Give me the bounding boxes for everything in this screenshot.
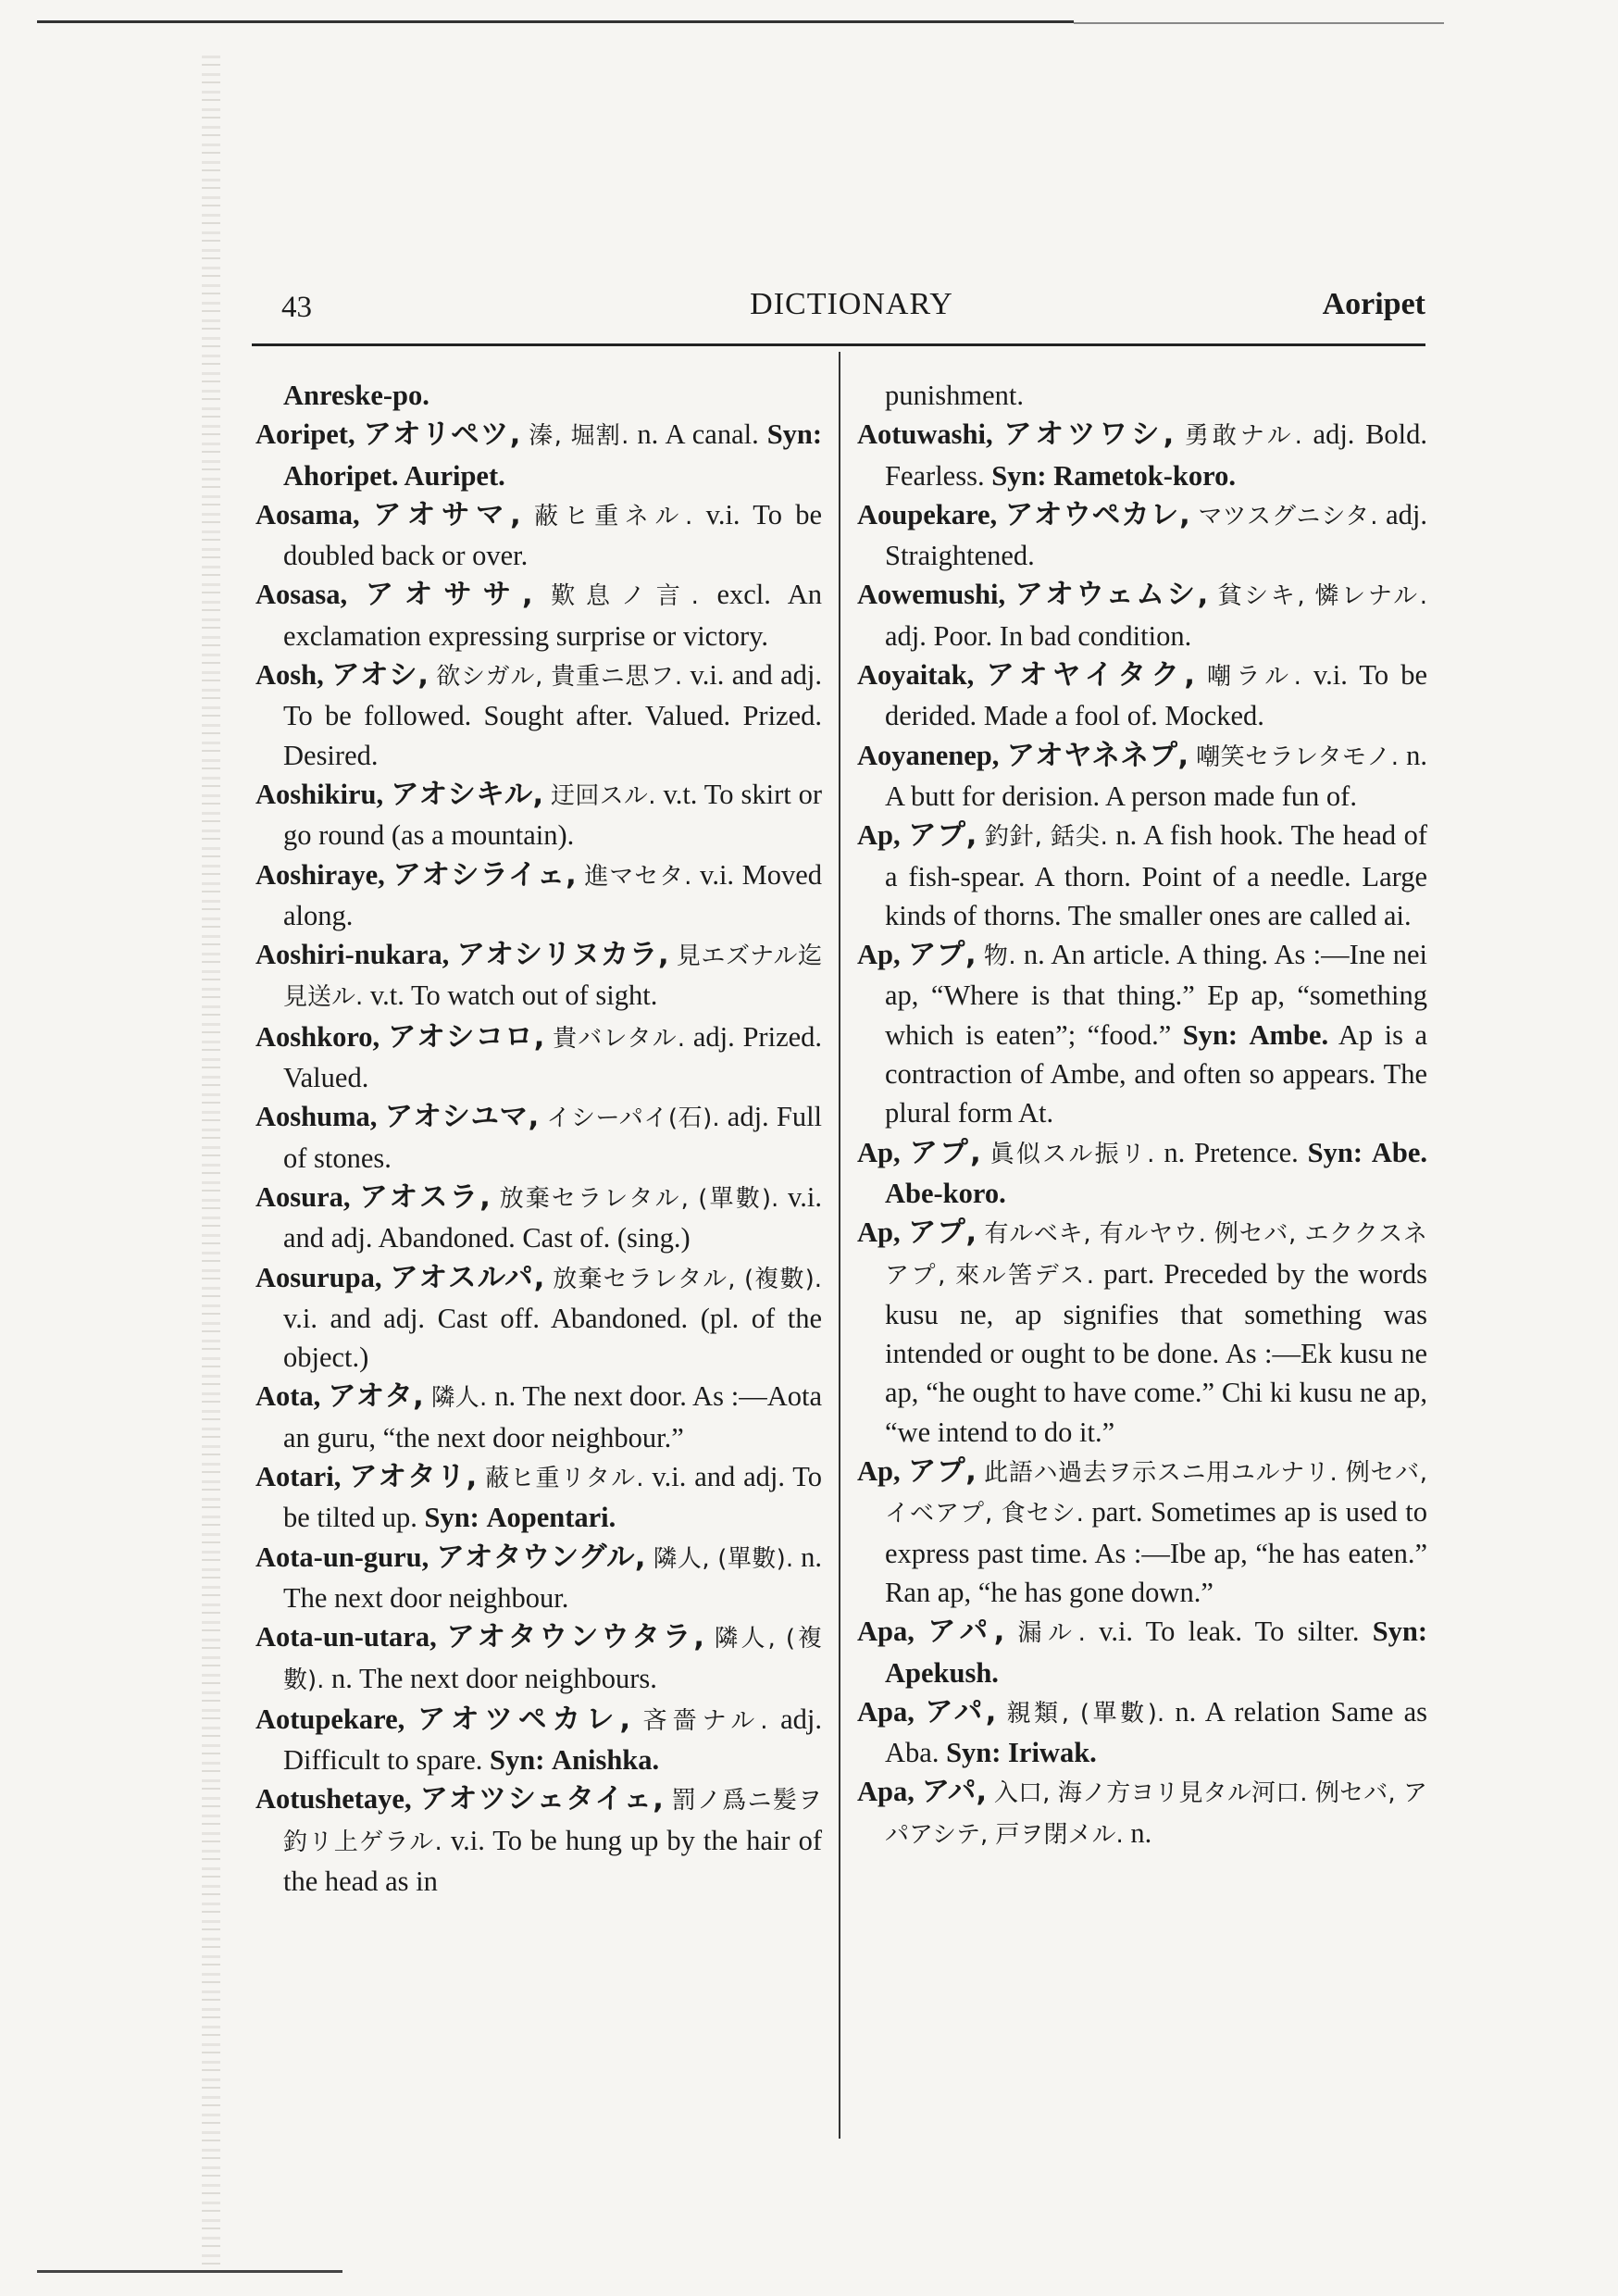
page-header — [278, 287, 1425, 333]
entry-definition: part. Preceded by the words kusu ne, ap signifies that something was intended or ought to be done. As :—Ek kusu ne ap, “he ought to have come.” Chi ki kusu ne ap, “we intend to do it.” — [885, 1257, 1427, 1448]
dictionary-entry — [857, 376, 1427, 415]
entry-headword: Aoshiraye, — [255, 858, 385, 891]
dictionary-entry — [857, 495, 1427, 576]
entry-headword: Aosama, — [255, 498, 360, 530]
entry-kanji: 貴バレタル. — [553, 1024, 686, 1053]
entry-headword: Aosh, — [255, 659, 324, 692]
entry-kana: アオウペカレ, — [1004, 498, 1190, 531]
dictionary-entry — [255, 935, 822, 1017]
entry-kanji: 勇敢ナル. — [1184, 422, 1302, 451]
entry-headword: Ap, — [857, 939, 901, 971]
entry-kana: アオシキル, — [391, 778, 544, 811]
dictionary-entry — [255, 1700, 822, 1780]
entry-kanji: 漏ル. — [1017, 1619, 1086, 1648]
entry-definition: n. A canal. — [637, 418, 759, 451]
entry-kana: アプ, — [908, 1217, 977, 1250]
entry-kanji: イシーパイ(石). — [546, 1104, 720, 1133]
dictionary-entry — [255, 415, 822, 495]
synonym-text: Aopentari. — [486, 1502, 616, 1534]
entry-kanji: 眞似スル振リ. — [989, 1140, 1155, 1168]
entry-kana: アオサマ, — [372, 498, 521, 531]
entry-headword: Aosura, — [255, 1180, 351, 1213]
page-number: 43 — [281, 291, 312, 324]
entry-kanji: 蔽ヒ重リタル. — [485, 1465, 644, 1493]
entry-definition: adj. Bold. Fearless. — [885, 418, 1428, 492]
dictionary-entry — [255, 1457, 822, 1538]
entry-kana: アオツシェタイェ, — [419, 1783, 664, 1816]
top-edge-rule-faint — [1074, 22, 1444, 24]
entry-kanji: 貧シキ, 憐レナル. — [1217, 582, 1428, 611]
entry-definition: part. Sometimes ap is used to express past time. As :—Ibe ap, “he has eaten.” Ran ap, “he has gone down.” — [885, 1496, 1428, 1608]
dictionary-entry — [857, 935, 1427, 1132]
entry-headword: Aotuwashi, — [857, 418, 993, 451]
entry-headword: Aosurupa, — [255, 1261, 382, 1293]
entry-definition: v.i. Moved along. — [283, 858, 823, 931]
entry-kanji: 有ルベキ, 有ルヤウ. 例セバ, エククスネアプ, 來ル筈デス. — [885, 1220, 1428, 1290]
entry-kana: アオタ, — [328, 1380, 424, 1414]
entry-definition: n. The next door. As :—Aota an guru, “the next door neighbour.” — [283, 1380, 823, 1454]
entry-kana: アオヤネネプ, — [1006, 739, 1189, 772]
entry-kana: アオヤイタク, — [986, 659, 1195, 693]
synonym-label: Syn: — [1182, 1018, 1238, 1051]
entry-headword: Aoshuma, — [255, 1101, 378, 1133]
synonym-text: Ambe. — [1249, 1018, 1329, 1051]
top-edge-rule — [37, 20, 1074, 23]
dictionary-entry — [857, 655, 1427, 736]
entry-kanji: 釣針, 銛尖. — [984, 823, 1108, 852]
entry-kanji: 此語ハ過去ヲ示スニ用ユルナリ. 例セバ, イベアプ, 食セシ. — [885, 1459, 1428, 1529]
entry-definition: v.i. and adj. Abandoned. Cast of. (sing.) — [283, 1180, 823, 1254]
dictionary-entry — [255, 1538, 822, 1618]
entry-definition: adj. Full of stones. — [283, 1101, 823, 1174]
synonym-text: Ahoripet. Auripet. — [283, 459, 505, 492]
entry-definition: v.i. To be hung up by the hair of the head as in — [283, 1824, 822, 1897]
dictionary-entry — [857, 1772, 1427, 1854]
dictionary-entry — [857, 1213, 1427, 1452]
dictionary-entry — [255, 1097, 822, 1178]
entry-definition: v.i. To be derided. Made a fool of. Mocked. — [885, 659, 1428, 732]
entry-kanji: 溱, 堀割. — [529, 422, 629, 451]
dictionary-entry — [857, 1133, 1427, 1214]
entry-headword: Aoshikiru, — [255, 778, 384, 810]
entry-definition: adj. Prized. Valued. — [283, 1020, 823, 1094]
entry-kanji: 物. — [983, 942, 1016, 971]
entry-headword: Ap, — [857, 1136, 901, 1168]
entry-headword: Aotupekare, — [255, 1703, 405, 1735]
entry-kanji: 入口, 海ノ方ヨリ見タル河口. 例セバ, アパアシテ, 戸ヲ閉メル. — [885, 1779, 1428, 1849]
entry-kanji: 迂回スル. — [551, 781, 656, 810]
entry-definition: n. A butt for derision. A person made fun of. — [885, 739, 1427, 812]
synonym-label: Syn: — [766, 418, 823, 451]
entry-kana: アオシリヌカラ, — [456, 939, 669, 972]
scan-edge-shadow — [202, 56, 220, 2268]
entry-kanji: 放棄セラレタル, (單數). — [499, 1184, 779, 1213]
dictionary-entry — [255, 855, 822, 936]
entry-headword: Apa, — [857, 1695, 915, 1728]
entry-kana: アパ, — [921, 1776, 988, 1809]
entry-kana: アオタリ, — [349, 1461, 478, 1494]
dictionary-entry — [255, 775, 822, 855]
running-title: DICTIONARY — [750, 287, 953, 321]
entry-kanji: 隣人, (單數). — [653, 1544, 794, 1573]
entry-kana: アオウェムシ, — [1014, 579, 1209, 612]
entry-kanji: マツスグニシタ. — [1198, 502, 1378, 530]
entry-kana: アオシコロ, — [387, 1020, 545, 1054]
entry-headword: Aoyanenep, — [857, 739, 1000, 771]
entry-kana: アプ, — [909, 1136, 981, 1169]
entry-headword: Aoshkoro, — [255, 1020, 380, 1053]
entry-kana: アプ, — [907, 1455, 977, 1489]
dictionary-entry — [255, 1258, 822, 1378]
entry-kana: アオリペツ, — [363, 418, 521, 452]
entry-kana: アパ, — [925, 1695, 997, 1728]
entry-definition: n. A relation Same as Aba. — [885, 1695, 1428, 1769]
entry-definition: v.t. To watch out of sight. — [369, 980, 658, 1012]
entry-kana: アパ, — [927, 1616, 1005, 1649]
dictionary-entry — [857, 575, 1427, 655]
synonym-label: Syn: — [490, 1744, 545, 1777]
entry-kanji: 見エズナル迄見送ル. — [283, 942, 823, 1012]
entry-definition: n. — [1130, 1816, 1152, 1849]
entry-headword: Aota-un-utara, — [255, 1621, 437, 1653]
entry-definition: n. An article. A thing. As :—Ine nei ap, “Where is that thing.” Ep ap, “something which is eaten”; “food.” — [885, 939, 1428, 1051]
synonym-text: Abe. Abe-koro. — [885, 1136, 1428, 1209]
entry-kanji: 放棄セラレタル, (複數). — [553, 1265, 823, 1293]
entry-headword: Apa, — [857, 1776, 915, 1808]
dictionary-entry — [255, 1017, 822, 1098]
bottom-edge-rule — [37, 2270, 342, 2273]
entry-kana: アオスルパ, — [390, 1261, 545, 1294]
dictionary-entry — [255, 1178, 822, 1258]
entry-kanji: 嘲ラル. — [1207, 663, 1301, 692]
entry-kana: アオシライェ, — [392, 858, 577, 892]
synonym-label: Syn: — [946, 1737, 1002, 1769]
dictionary-entry — [255, 495, 822, 576]
entry-kana: アオスラ, — [359, 1180, 491, 1214]
right-column — [857, 376, 1427, 1854]
entry-headword: Aotushetaye, — [255, 1783, 412, 1816]
entry-definition: v.i. To be doubled back or over. — [283, 498, 823, 572]
entry-definition: excl. An exclamation expressing surprise or victory. — [283, 579, 823, 652]
dictionary-entry — [857, 415, 1427, 495]
entry-definition: adj. Poor. In bad condition. — [885, 619, 1192, 652]
entry-headword: Aoshiri-nukara, — [255, 939, 450, 971]
entry-headword: Aosasa, — [255, 579, 348, 611]
entry-definition: n. The next door neighbour. — [283, 1541, 823, 1614]
entry-kana: アプ, — [907, 939, 977, 972]
entry-definition: v.i. and adj. To be followed. Sought after. Valued. Prized. Desired. — [283, 659, 823, 771]
entry-kanji: 親類, (單數). — [1006, 1699, 1165, 1728]
entry-headword: Aota-un-guru, — [255, 1541, 429, 1573]
entry-headword: Aowemushi, — [857, 579, 1006, 611]
entry-headword: Ap, — [857, 1217, 901, 1249]
dictionary-entry — [857, 1612, 1427, 1692]
dictionary-entry — [255, 655, 822, 775]
entry-kanji: 吝嗇ナル. — [642, 1706, 768, 1735]
entry-headword: Anreske-po. — [283, 380, 429, 411]
dictionary-entry — [255, 1779, 822, 1901]
left-column — [255, 376, 822, 1901]
entry-headword: Aoupekare, — [857, 498, 998, 530]
dictionary-entry — [857, 1452, 1427, 1612]
header-rule — [252, 343, 1425, 346]
entry-definition: adj. Straightened. — [885, 498, 1428, 572]
entry-definition: v.i. and adj. To be tilted up. — [283, 1461, 822, 1534]
synonym-label: Syn: — [424, 1502, 479, 1534]
synonym-text: Iriwak. — [1008, 1737, 1097, 1769]
entry-definition: v.i. To leak. To silter. — [1099, 1616, 1360, 1648]
dictionary-entry — [255, 575, 822, 655]
entry-kana: アオツペカレ, — [417, 1703, 631, 1736]
entry-definition: adj. Difficult to spare. — [283, 1703, 823, 1777]
entry-kanji: 罰ノ爲ニ髪ヲ釣リ上ゲラル. — [283, 1787, 822, 1856]
entry-definition: v.t. To skirt or go round (as a mountain). — [283, 778, 823, 852]
entry-kana: アオササ, — [365, 579, 533, 612]
column-divider — [839, 352, 840, 2139]
dictionary-entry — [255, 1377, 822, 1457]
guide-word: Aoripet — [1322, 287, 1425, 321]
synonym-label: Syn: — [1372, 1616, 1428, 1648]
entry-kanji: 歎息ノ言. — [551, 582, 699, 611]
dictionary-entry — [857, 816, 1427, 935]
entry-headword: Aoripet, — [255, 418, 355, 451]
entry-headword: Aoyaitak, — [857, 659, 975, 692]
entry-kana: アオタウンウタラ, — [446, 1621, 704, 1654]
synonym-text: Rametok-koro. — [1053, 459, 1236, 492]
entry-definition: n. Pretence. — [1164, 1136, 1299, 1168]
entry-kanji: 欲シガル, 貴重ニ思フ. — [436, 663, 683, 692]
entry-kanji: 進マセタ. — [584, 862, 692, 891]
synonym-text: Apekush. — [885, 1656, 999, 1689]
dictionary-entry — [857, 736, 1427, 817]
entry-kana: アプ, — [908, 819, 977, 853]
synonym-label: Syn: — [991, 459, 1047, 492]
entry-definition: n. A fish hook. The head of a fish-spear. A thorn. Point of a needle. Large kinds of thorns. The smaller ones are called ai. — [885, 819, 1428, 931]
dictionary-entry — [255, 376, 822, 415]
entry-headword: Aota, — [255, 1380, 321, 1413]
entry-definition: punishment. — [885, 380, 1024, 411]
entry-headword: Ap, — [857, 1455, 901, 1488]
entry-definition: n. The next door neighbours. — [331, 1662, 657, 1694]
entry-kanji: 隣人, (複數). — [283, 1625, 823, 1694]
synonym-text: Anishka. — [552, 1744, 660, 1777]
entry-kanji: 蔽ヒ重ネル. — [533, 502, 693, 530]
entry-kanji: 嘲笑セラレタモノ. — [1196, 742, 1400, 771]
entry-kana: アオシ, — [331, 659, 429, 693]
synonym-label: Syn: — [1307, 1136, 1363, 1168]
entry-headword: Ap, — [857, 819, 901, 852]
entry-kana: アオツワシ, — [1003, 418, 1175, 452]
dictionary-entry — [255, 1617, 822, 1700]
entry-headword: Aotari, — [255, 1461, 342, 1493]
entry-headword: Apa, — [857, 1616, 915, 1648]
entry-kana: アオタウングル, — [436, 1541, 646, 1574]
entry-definition-continued: Ap is a contraction of Ambe, and often so appears. The plural form At. — [885, 1018, 1427, 1129]
dictionary-entry — [857, 1692, 1427, 1773]
entry-kanji: 隣人. — [430, 1384, 488, 1413]
entry-kana: アオシユマ, — [384, 1101, 540, 1134]
entry-definition: v.i. and adj. Cast off. Abandoned. (pl. of the object.) — [283, 1302, 822, 1374]
